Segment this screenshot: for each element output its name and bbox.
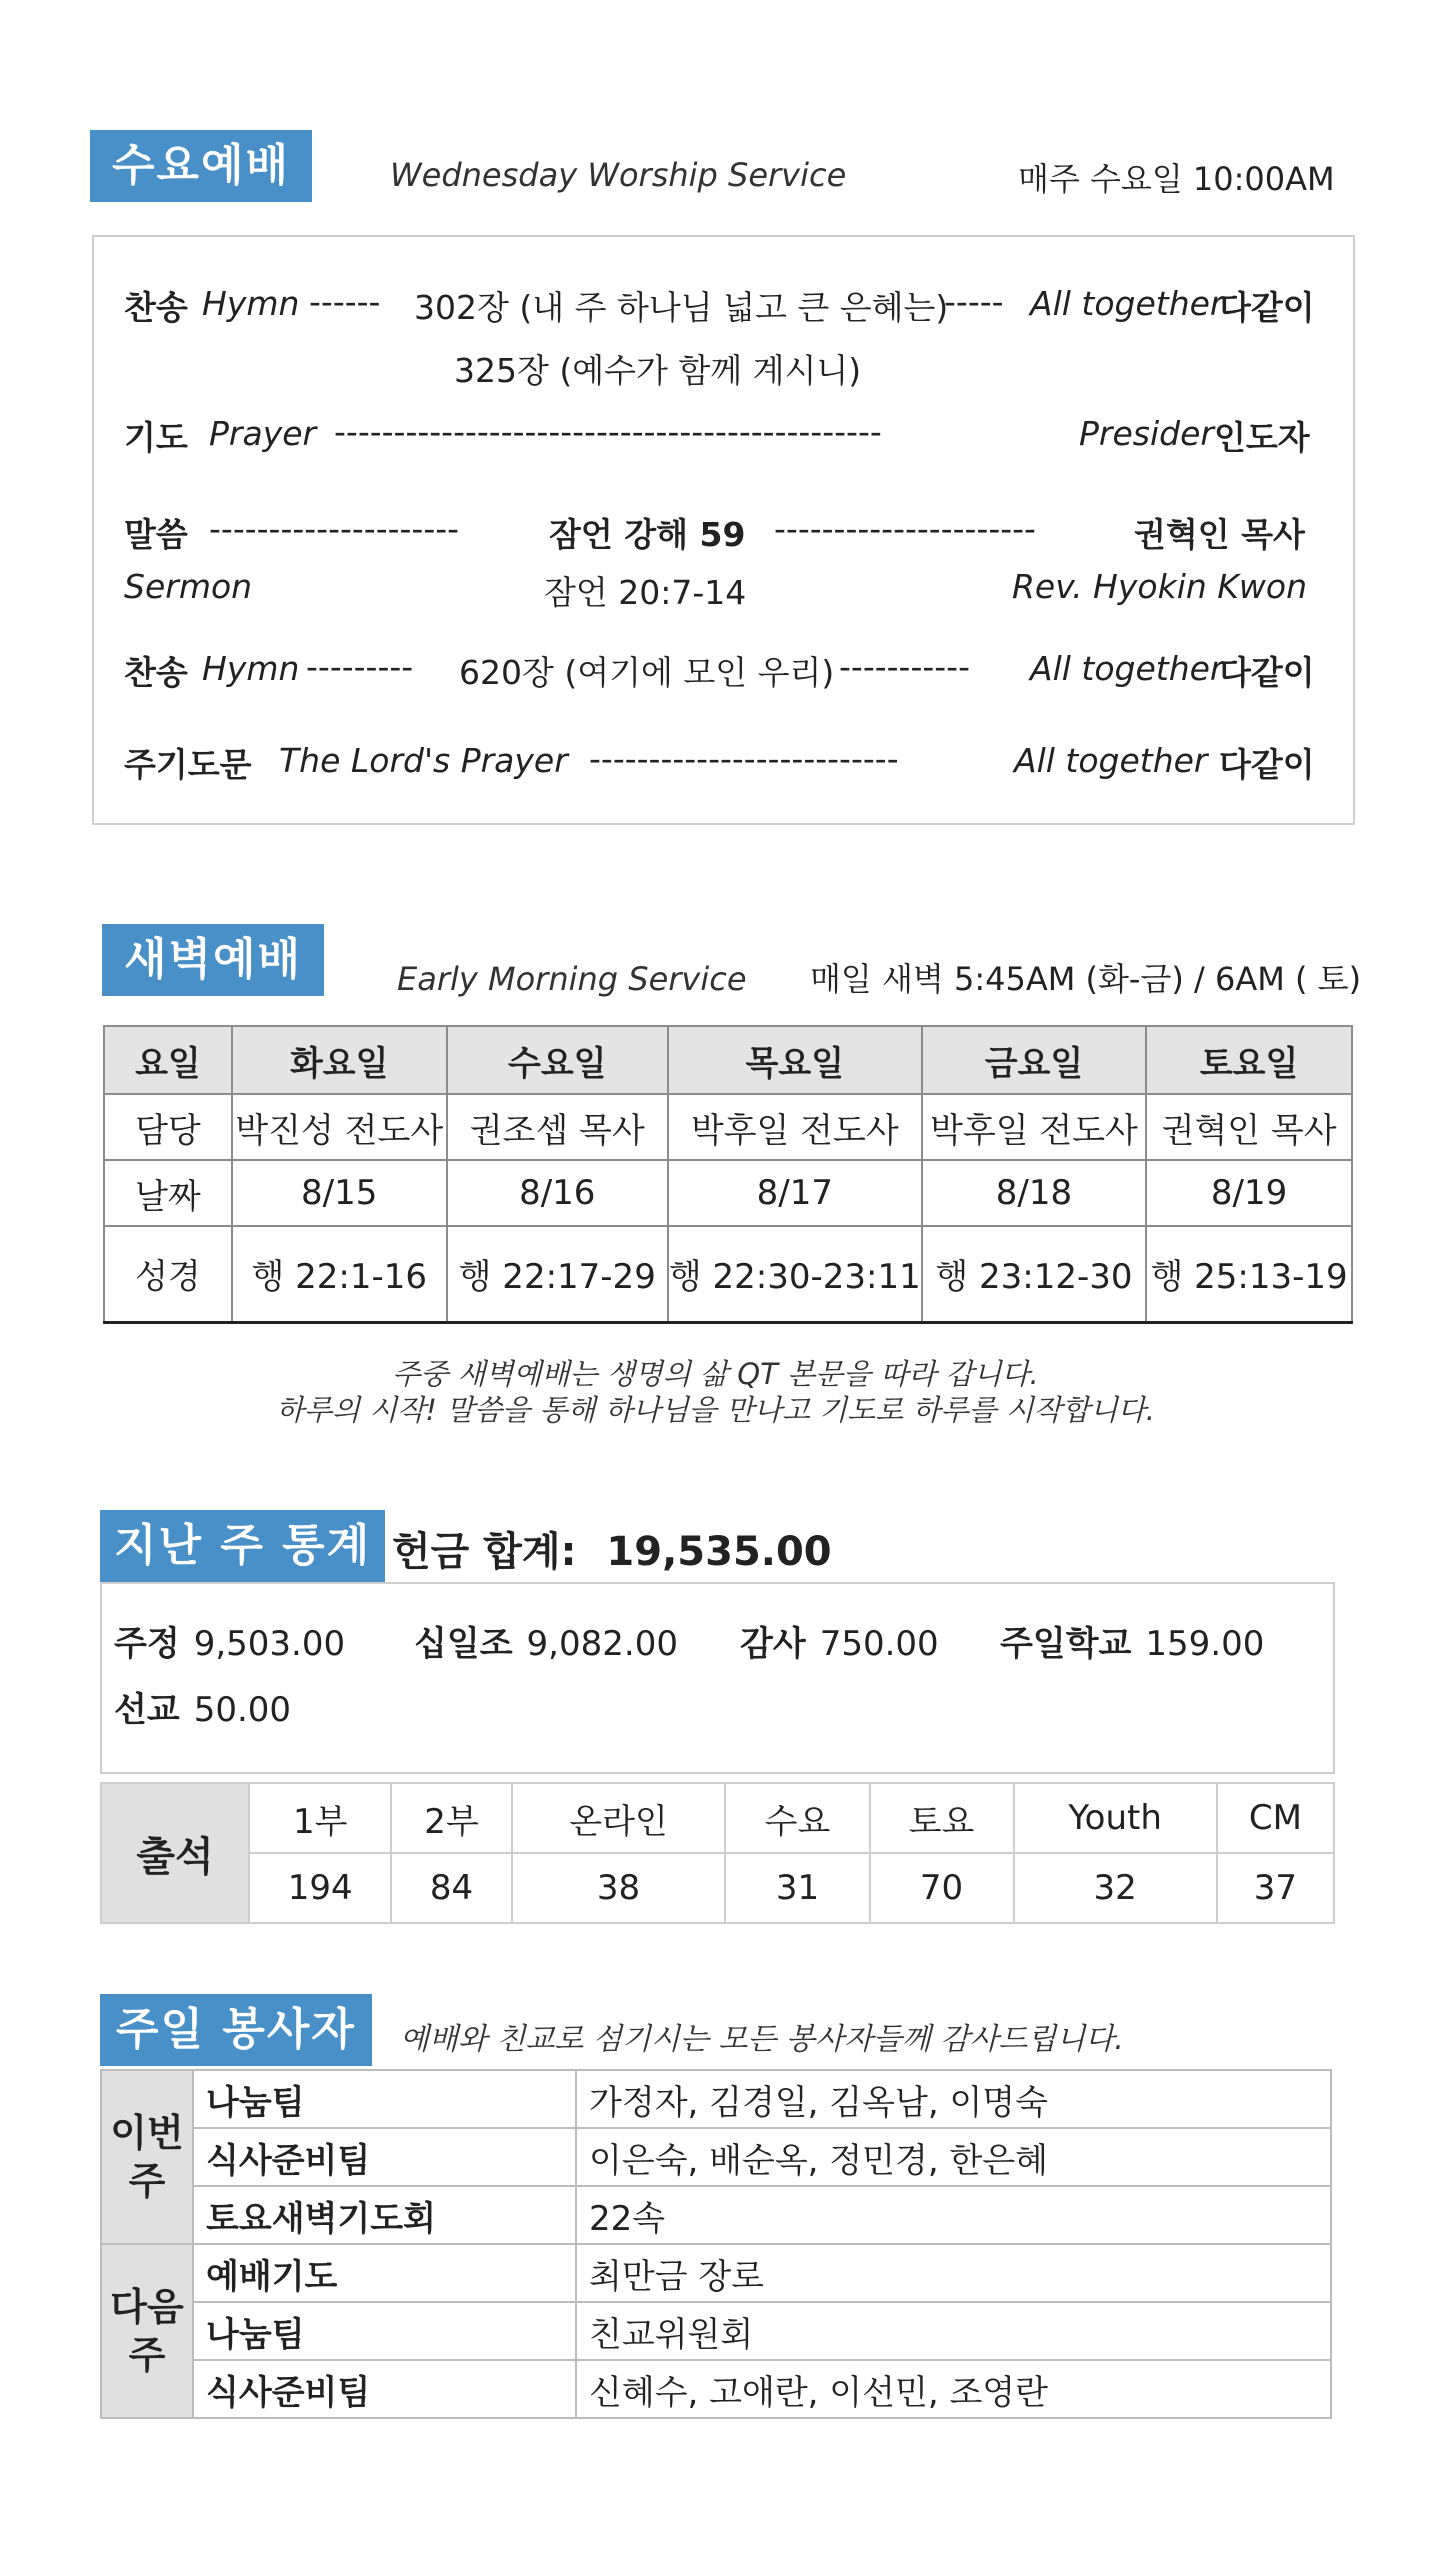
table-cell: 날짜 <box>104 1160 232 1226</box>
table-header-cell: 요일 <box>104 1026 232 1094</box>
wednesday-order-box <box>92 235 1355 825</box>
table-cell: 성경 <box>104 1226 232 1322</box>
lords-prayer-performer-ko: 다같이 <box>1219 745 1315 784</box>
table-header-cell: 수요일 <box>447 1026 668 1094</box>
early-morning-subtitle: Early Morning Service <box>397 960 747 998</box>
table-cell: 8/17 <box>668 1160 922 1226</box>
volunteer-role: 나눔팀 <box>193 2070 576 2128</box>
offering-value: 50.00 <box>193 1690 292 1730</box>
table-cell: 행 22:17-29 <box>447 1226 668 1322</box>
table-cell: 행 22:30-23:11 <box>668 1226 922 1322</box>
offering-item <box>114 1682 291 1731</box>
table-cell: 8/15 <box>232 1160 447 1226</box>
attendance-header-row <box>101 1783 1334 1853</box>
sermon-speaker-en: Rev. Hyokin Kwon <box>1012 567 1308 606</box>
offering-label: 주일학교 <box>1000 1624 1132 1664</box>
wednesday-subtitle: Wednesday Worship Service <box>390 156 847 194</box>
lords-prayer-label-en: The Lord's Prayer <box>279 741 568 780</box>
next-week-label: 다음주 <box>101 2244 193 2418</box>
volunteer-role: 토요새벽기도회 <box>193 2186 576 2244</box>
table-cell: 권혁인 목사 <box>1146 1094 1352 1160</box>
offering-breakdown-box <box>100 1582 1335 1774</box>
attendance-value-cell: 38 <box>512 1853 726 1923</box>
stats-section-title: 지난 주 통계 <box>100 1510 385 1582</box>
volunteers-subtitle: 예배와 친교로 섬기시는 모든 봉사자들께 감사드립니다. <box>400 2022 1124 2057</box>
table-cell: 8/19 <box>1146 1160 1352 1226</box>
table-cell: 박진성 전도사 <box>232 1094 447 1160</box>
offering-total <box>392 1520 832 1577</box>
volunteers-table <box>100 2069 1332 2419</box>
attendance-value-cell: 32 <box>1014 1853 1217 1923</box>
hymn2-dash-left: --------- <box>306 647 414 686</box>
hymn1-dash-right: ----- <box>944 282 1004 321</box>
offering-label: 선교 <box>114 1690 180 1730</box>
attendance-value-row <box>101 1853 1334 1923</box>
offering-item <box>1000 1616 1264 1665</box>
table-cell: 박후일 전도사 <box>922 1094 1146 1160</box>
volunteer-names: 가정자, 김경일, 김옥남, 이명숙 <box>576 2070 1331 2128</box>
offering-label: 십일조 <box>414 1624 513 1664</box>
hymn2-label-en: Hymn <box>202 649 300 688</box>
offering-value: 9,503.00 <box>193 1624 346 1664</box>
prayer-label-en: Prayer <box>209 414 317 453</box>
table-cell: 행 23:12-30 <box>922 1226 1146 1322</box>
table-header-cell: 목요일 <box>668 1026 922 1094</box>
volunteer-role: 식사준비팀 <box>193 2360 576 2418</box>
attendance-header-cell: 토요 <box>870 1783 1014 1853</box>
volunteer-names: 친교위원회 <box>576 2302 1331 2360</box>
table-row <box>101 2128 1331 2186</box>
hymn1-dash-left: ------ <box>309 282 381 321</box>
attendance-table <box>100 1782 1335 1924</box>
offering-value: 9,082.00 <box>526 1624 678 1664</box>
offering-label: 감사 <box>740 1624 806 1664</box>
table-cell: 권조셉 목사 <box>447 1094 668 1160</box>
hymn1-label-ko: 찬송 <box>124 288 188 327</box>
sermon-label-en: Sermon <box>124 567 253 606</box>
prayer-dashes: ---------------------------------------------- <box>334 412 882 451</box>
table-row <box>104 1160 1352 1226</box>
early-morning-note-1: 주중 새벽예배는 생명의 삶 QT 본문을 따라 갑니다. <box>392 1357 1039 1391</box>
early-morning-note-2: 하루의 시작! 말씀을 통해 하나님을 만나고 기도로 하루를 시작합니다. <box>276 1393 1155 1427</box>
table-cell: 행 22:1-16 <box>232 1226 447 1322</box>
attendance-value-cell: 37 <box>1217 1853 1334 1923</box>
attendance-header-cell: 2부 <box>391 1783 511 1853</box>
early-morning-section-title: 새벽예배 <box>102 924 324 996</box>
table-header-cell: 화요일 <box>232 1026 447 1094</box>
this-week-label: 이번주 <box>101 2070 193 2244</box>
volunteer-role: 예배기도 <box>193 2244 576 2302</box>
hymn2-title: 620장 (여기에 모인 우리) <box>459 653 835 692</box>
offering-total-value: 19,535.00 <box>606 1529 832 1575</box>
sermon-verse: 잠언 20:7-14 <box>544 573 747 612</box>
volunteer-names: 최만금 장로 <box>576 2244 1331 2302</box>
table-row <box>101 2186 1331 2244</box>
early-morning-schedule: 매일 새벽 5:45AM (화-금) / 6AM ( 토) <box>810 960 1362 998</box>
sermon-label-ko: 말씀 <box>124 515 188 554</box>
prayer-leader-ko: 인도자 <box>1214 418 1310 457</box>
volunteer-names: 이은숙, 배순옥, 정민경, 한은혜 <box>576 2128 1331 2186</box>
attendance-header-cell: CM <box>1217 1783 1334 1853</box>
attendance-header-cell: 수요 <box>725 1783 869 1853</box>
hymn2-label-ko: 찬송 <box>124 653 188 692</box>
table-header-cell: 금요일 <box>922 1026 1146 1094</box>
attendance-value-cell: 84 <box>391 1853 511 1923</box>
hymn2-performer-ko: 다같이 <box>1219 653 1315 692</box>
table-cell: 8/16 <box>447 1160 668 1226</box>
wednesday-schedule: 매주 수요일 10:00AM <box>1018 160 1335 198</box>
table-row <box>101 2244 1331 2302</box>
table-cell: 행 25:13-19 <box>1146 1226 1352 1322</box>
wednesday-section-title: 수요예배 <box>90 130 312 202</box>
sermon-dash-left: --------------------- <box>209 509 460 548</box>
hymn1-title-2: 325장 (예수가 함께 계시니) <box>454 351 862 390</box>
volunteer-role: 식사준비팀 <box>193 2128 576 2186</box>
attendance-value-cell: 194 <box>249 1853 391 1923</box>
hymn2-dash-right: ----------- <box>839 647 970 686</box>
hymn1-performer-en: All together <box>1030 284 1224 323</box>
lords-prayer-dashes: -------------------------- <box>589 739 899 778</box>
offering-value: 159.00 <box>1145 1624 1265 1664</box>
hymn1-performer-ko: 다같이 <box>1219 288 1315 327</box>
attendance-header-cell: 온라인 <box>512 1783 726 1853</box>
attendance-value-cell: 70 <box>870 1853 1014 1923</box>
offering-label: 주정 <box>114 1624 180 1664</box>
lords-prayer-label-ko: 주기도문 <box>124 745 252 784</box>
volunteer-role: 나눔팀 <box>193 2302 576 2360</box>
hymn1-title: 302장 (내 주 하나님 넓고 큰 은혜는) <box>414 288 949 327</box>
offering-item <box>114 1616 345 1665</box>
attendance-header-cell: Youth <box>1014 1783 1217 1853</box>
table-cell: 8/18 <box>922 1160 1146 1226</box>
offering-total-label: 헌금 합계: <box>392 1529 577 1575</box>
volunteer-names: 22속 <box>576 2186 1331 2244</box>
attendance-label: 출석 <box>101 1783 249 1923</box>
hymn1-label-en: Hymn <box>202 284 300 323</box>
offering-item <box>414 1616 678 1665</box>
attendance-value-cell: 31 <box>725 1853 869 1923</box>
early-morning-schedule-table <box>103 1025 1353 1324</box>
table-row <box>101 2302 1331 2360</box>
prayer-leader-en: Presider <box>1079 414 1214 453</box>
attendance-header-cell: 1부 <box>249 1783 391 1853</box>
sermon-title: 잠언 강해 59 <box>549 515 746 554</box>
table-row <box>101 2070 1331 2128</box>
offering-value: 750.00 <box>819 1624 939 1664</box>
sermon-speaker-ko: 권혁인 목사 <box>1134 515 1305 554</box>
hymn2-performer-en: All together <box>1030 649 1224 688</box>
offering-item <box>740 1616 939 1665</box>
sermon-dash-right: ---------------------- <box>774 509 1036 548</box>
prayer-label-ko: 기도 <box>124 418 188 457</box>
table-header-cell: 토요일 <box>1146 1026 1352 1094</box>
lords-prayer-performer-en: All together <box>1014 741 1208 780</box>
table-header-row <box>104 1026 1352 1094</box>
table-row <box>104 1094 1352 1160</box>
table-cell: 박후일 전도사 <box>668 1094 922 1160</box>
table-row <box>104 1226 1352 1322</box>
table-cell: 담당 <box>104 1094 232 1160</box>
volunteers-section-title: 주일 봉사자 <box>100 1994 372 2066</box>
table-row <box>101 2360 1331 2418</box>
volunteer-names: 신혜수, 고애란, 이선민, 조영란 <box>576 2360 1331 2418</box>
